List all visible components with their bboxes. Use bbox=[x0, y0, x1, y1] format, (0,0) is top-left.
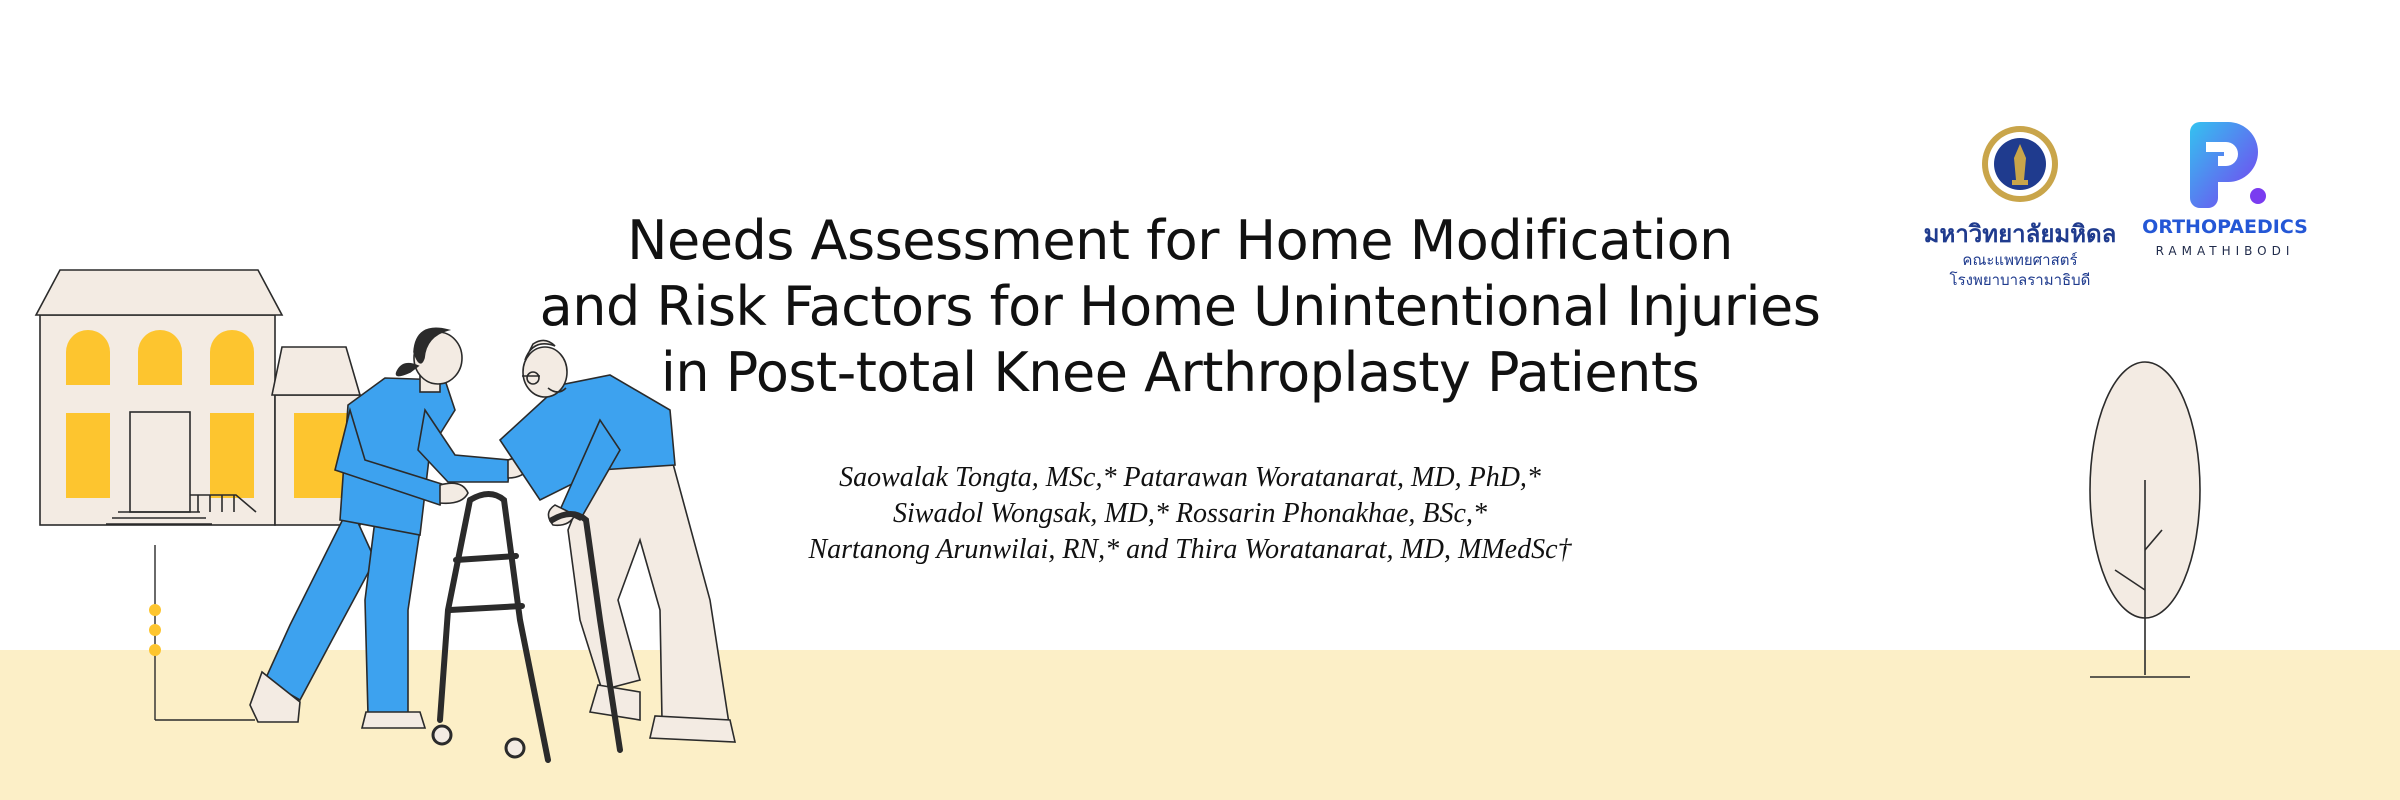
author-line-1: Saowalak Tongta, MSc,* Patarawan Woratanarat, MD, PhD,* bbox=[839, 462, 1541, 493]
mahidol-name: มหาวิทยาลัยมหิดล bbox=[1923, 220, 2117, 248]
orthopaedics-logo bbox=[2130, 120, 2320, 270]
author-line-3: Nartanong Arunwilai, RN,* and Thira Woratanarat, MD, MMedSc† bbox=[808, 534, 1572, 565]
ortho-p-logo-icon bbox=[2184, 122, 2268, 208]
house-icon bbox=[36, 270, 360, 525]
university-seal-icon bbox=[1980, 124, 2060, 204]
paper-title bbox=[460, 208, 1900, 406]
title-line-2: and Risk Factors for Home Unintentional Injuries bbox=[539, 275, 1821, 338]
mahidol-logo bbox=[1910, 120, 2130, 300]
ortho-sub: RAMATHIBODI bbox=[2155, 244, 2295, 258]
author-list bbox=[660, 460, 1720, 568]
title-line-1: Needs Assessment for Home Modification bbox=[627, 209, 1733, 272]
tree-icon bbox=[2090, 362, 2200, 677]
dotted-path-icon bbox=[149, 545, 255, 720]
ortho-name: ORTHOPAEDICS bbox=[2142, 216, 2308, 238]
mahidol-faculty: คณะแพทยศาสตร์ bbox=[1962, 251, 2078, 269]
title-line-3: in Post-total Knee Arthroplasty Patients bbox=[660, 341, 1700, 404]
author-line-2: Siwadol Wongsak, MD,* Rossarin Phonakhae, BSc,* bbox=[893, 498, 1487, 529]
mahidol-hospital: โรงพยาบาลรามาธิบดี bbox=[1949, 271, 2091, 289]
